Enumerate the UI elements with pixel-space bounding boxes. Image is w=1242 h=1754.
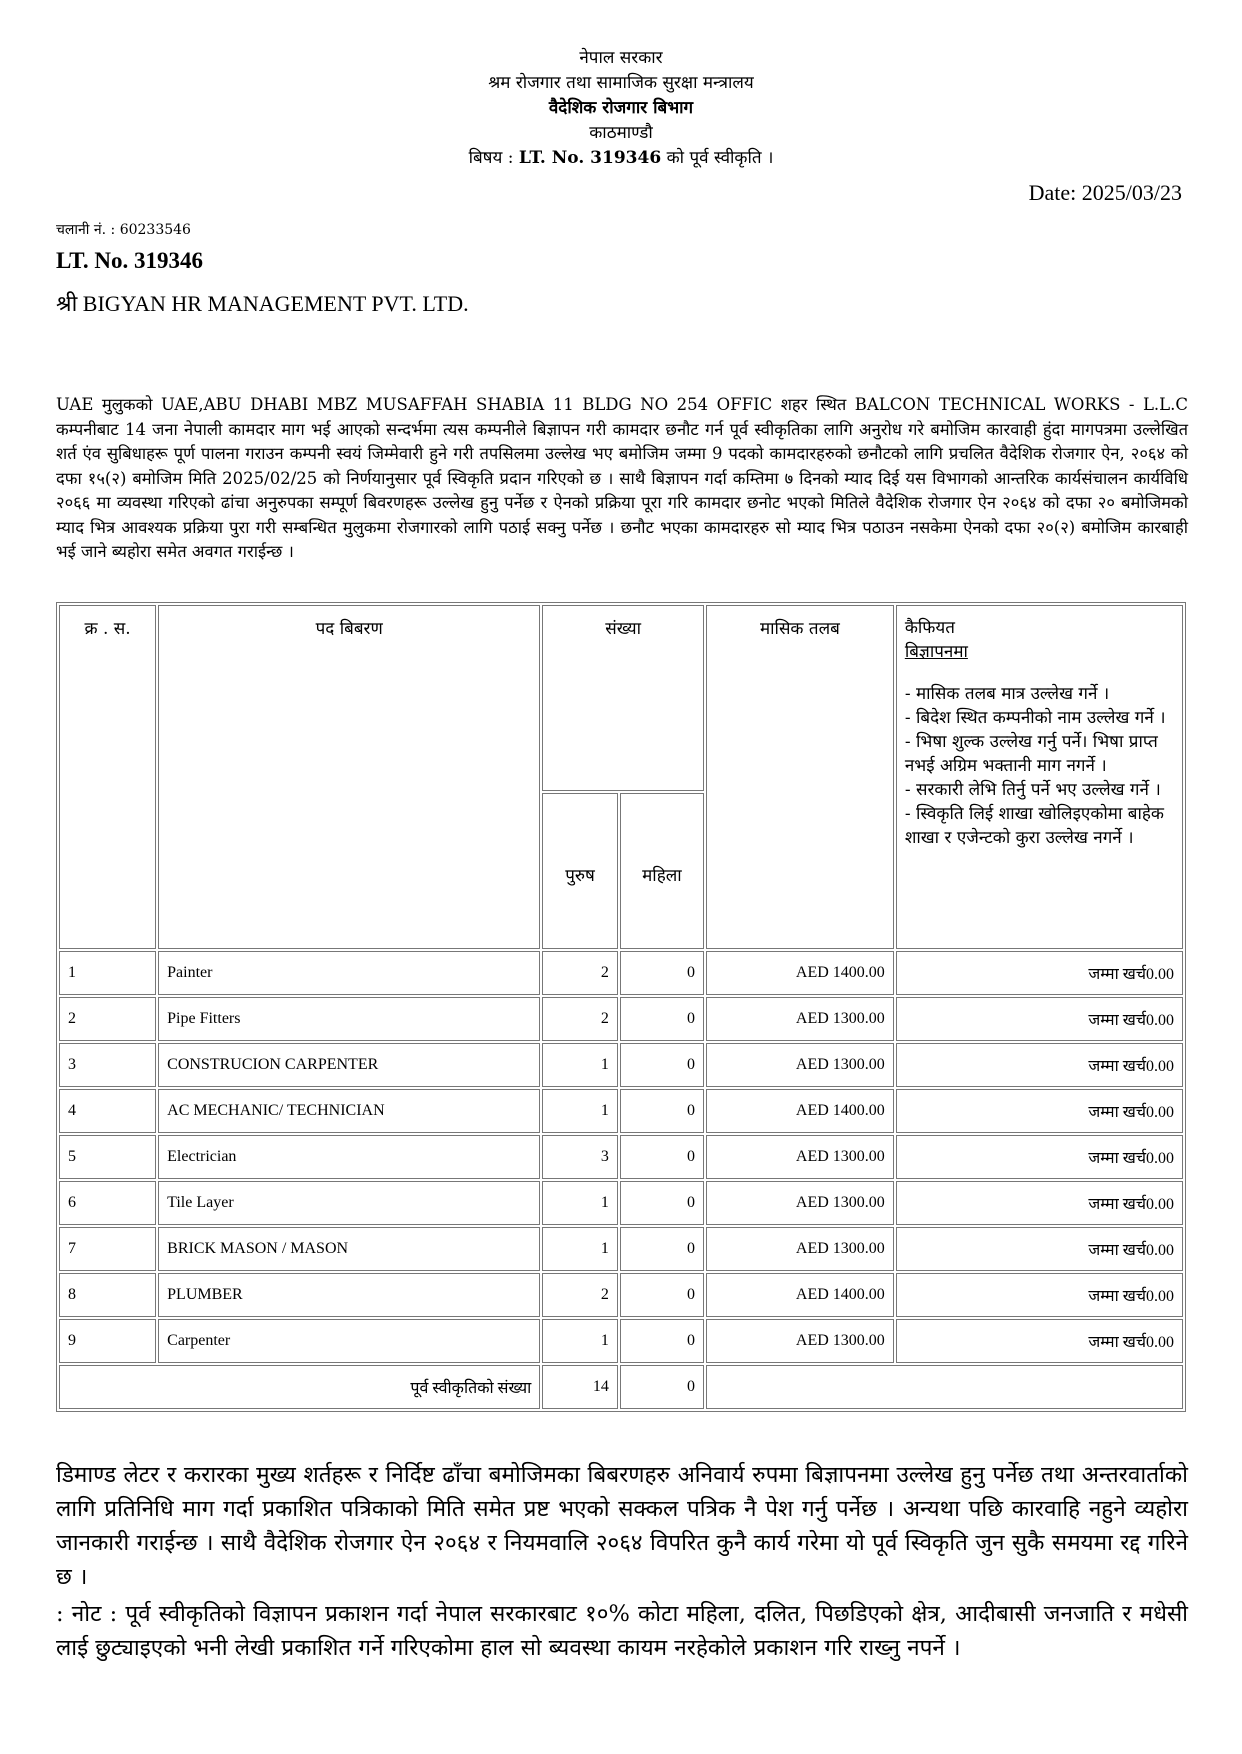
addressee: श्री BIGYAN HR MANAGEMENT PVT. LTD. bbox=[56, 291, 469, 316]
letter-date: Date: 2025/03/23 bbox=[1028, 180, 1182, 205]
col-salary-header: मासिक तलब bbox=[706, 605, 894, 949]
table-row bbox=[59, 1227, 1183, 1271]
cell-male: 1 bbox=[542, 1043, 618, 1087]
total-female: 0 bbox=[620, 1365, 704, 1409]
subject-lt-number: LT. No. 319346 bbox=[518, 148, 662, 168]
table-header-row bbox=[59, 605, 1183, 791]
govt-name: नेपाल सरकार bbox=[579, 48, 663, 68]
cell-sn: 9 bbox=[59, 1319, 156, 1363]
cell-expense bbox=[896, 997, 1183, 1041]
expense-label: जम्मा खर्च bbox=[1088, 1104, 1146, 1121]
cell-salary: AED 1400.00 bbox=[706, 951, 894, 995]
lt-number: LT. No. 319346 bbox=[56, 248, 203, 273]
approval-paragraph: UAE मुलुकको UAE,ABU DHABI MBZ MUSAFFAH SHABIA 11 BLDG NO 254 OFFIC शहर स्थित BALCON TECHNICAL WORKS - L.L.C कम्पनीबाट 14 जना नेपाली कामदार माग भई आएको सन्दर्भमा त्यस कम्पनीले बिज्ञापन गरी कामदार छनौट गर्न पूर्व स्वीकृतिका लागि अनुरोध गरे बमोजिम कारवाही हुंदा मागपत्रमा उल्लेखित शर्त एंव सुबिधाहरू पूर्ण पालना गराउन कम्पनी स्वयं जिम्मेवारी हुने गरी तपसिलमा उल्लेख भए बमोजिम जम्मा 9 पदको कामदारहरुको छनौटको लागि प्रचलित वैदेशिक रोजगार ऐन, २०६४ को दफा १५(२) बमोजिम मिति 2025/02/25 को निर्णयानुसार पूर्व स्विकृति प्रदान गरिएको छ । साथै बिज्ञापन गर्दा कम्तिमा ७ दिनको म्याद दिई यस विभागको आन्तरिक कार्यसंचालन कार्यविधि २०६६ मा व्यवस्था गरिएको ढांचा अनुरुपका सम्पूर्ण बिवरणहरू उल्लेख हुनु पर्नेछ र ऐनको प्रक्रिया पूरा गरि कामदार छनोट भएको मितिले वैदेशिक रोजगार ऐन २०६४ को दफा २० बमोजिमको म्याद भित्र आवश्यक प्रक्रिया पुरा गरी सम्बन्धित मुलुकमा रोजगारको लागि पठाई सक्नु पर्नेछ । छनौट भएका कामदारहरु सो म्याद भित्र पठाउन नसकेमा ऐनको दफा २०(२) बमोजिम कारबाही भई जाने ब्यहोरा समेत अवगत गराईन्छ । bbox=[56, 395, 1188, 561]
cell-expense bbox=[896, 1089, 1183, 1133]
cell-salary: AED 1400.00 bbox=[706, 1273, 894, 1317]
expense-label: जम्मा खर्च bbox=[1088, 1150, 1146, 1167]
col-female-header: महिला bbox=[620, 793, 704, 949]
cell-sn: 5 bbox=[59, 1135, 156, 1179]
cell-post: Tile Layer bbox=[158, 1181, 540, 1225]
cell-sn: 3 bbox=[59, 1043, 156, 1087]
cell-expense bbox=[896, 951, 1183, 995]
cell-sn: 4 bbox=[59, 1089, 156, 1133]
cell-male: 1 bbox=[542, 1227, 618, 1271]
cell-female: 0 bbox=[620, 1273, 704, 1317]
total-male: 14 bbox=[542, 1365, 618, 1409]
note-paragraph: : नोट : पूर्व स्वीकृतिको विज्ञापन प्रकाशन गर्दा नेपाल सरकारबाट १०% कोटा महिला, दलित, पिछडिएको क्षेत्र, आदीबासी जनजाति र मधेसी लाई छुट्याइएको भनी लेखी प्रकाशित गर्ने गरिएकोमा हाल सो ब्यवस्था कायम नरहेकोले प्रकाशन गरि राख्नु नपर्ने । bbox=[56, 1601, 1188, 1661]
cell-post: Pipe Fitters bbox=[158, 997, 540, 1041]
col-remarks-header bbox=[896, 605, 1183, 949]
table-row bbox=[59, 1043, 1183, 1087]
cell-post: CONSTRUCION CARPENTER bbox=[158, 1043, 540, 1087]
cell-female: 0 bbox=[620, 997, 704, 1041]
cell-salary: AED 1300.00 bbox=[706, 997, 894, 1041]
expense-label: जम्मा खर्च bbox=[1088, 1012, 1146, 1029]
table-row bbox=[59, 1319, 1183, 1363]
cell-post: PLUMBER bbox=[158, 1273, 540, 1317]
cell-post: AC MECHANIC/ TECHNICIAN bbox=[158, 1089, 540, 1133]
cell-salary: AED 1300.00 bbox=[706, 1135, 894, 1179]
posts-table bbox=[56, 602, 1186, 1412]
cell-expense bbox=[896, 1273, 1183, 1317]
expense-value: 0.00 bbox=[1146, 1196, 1174, 1213]
remarks-line: - भिषा शुल्क उल्लेख गर्नु पर्ने। भिषा प्राप्त नभई अग्रिम भक्तानी माग नगर्ने । bbox=[904, 732, 1158, 776]
table-row bbox=[59, 1181, 1183, 1225]
cell-sn: 6 bbox=[59, 1181, 156, 1225]
cell-salary: AED 1300.00 bbox=[706, 1227, 894, 1271]
remarks-line: - मासिक तलब मात्र उल्लेख गर्ने । bbox=[904, 684, 1110, 704]
expense-label: जम्मा खर्च bbox=[1088, 1058, 1146, 1075]
cell-male: 1 bbox=[542, 1319, 618, 1363]
subject-prefix: बिषय : bbox=[468, 148, 519, 168]
cell-expense bbox=[896, 1181, 1183, 1225]
subject-line bbox=[0, 146, 1242, 171]
cell-female: 0 bbox=[620, 1319, 704, 1363]
ministry-name: श्रम रोजगार तथा सामाजिक सुरक्षा मन्त्रालय bbox=[488, 73, 754, 93]
office-location: काठमाण्डौ bbox=[589, 123, 653, 143]
expense-value: 0.00 bbox=[1146, 1104, 1174, 1121]
cell-female: 0 bbox=[620, 951, 704, 995]
table-row bbox=[59, 997, 1183, 1041]
total-label: पूर्व स्वीकृतिको संख्या bbox=[59, 1365, 540, 1409]
table-row bbox=[59, 1089, 1183, 1133]
subject-suffix: को पूर्व स्वीकृति । bbox=[661, 148, 774, 168]
cell-expense bbox=[896, 1227, 1183, 1271]
remarks-title: कैफियत bbox=[904, 618, 955, 638]
cell-post: Painter bbox=[158, 951, 540, 995]
cell-sn: 7 bbox=[59, 1227, 156, 1271]
cell-female: 0 bbox=[620, 1227, 704, 1271]
cell-salary: AED 1300.00 bbox=[706, 1319, 894, 1363]
cell-female: 0 bbox=[620, 1181, 704, 1225]
total-empty-cell bbox=[706, 1365, 1183, 1409]
dispatch-number: चलानी नं. : 60233546 bbox=[56, 222, 191, 238]
cell-post: Carpenter bbox=[158, 1319, 540, 1363]
expense-label: जम्मा खर्च bbox=[1088, 1242, 1146, 1259]
cell-male: 1 bbox=[542, 1181, 618, 1225]
cell-sn: 1 bbox=[59, 951, 156, 995]
table-total-row bbox=[59, 1365, 1183, 1409]
cell-male: 2 bbox=[542, 1273, 618, 1317]
expense-label: जम्मा खर्च bbox=[1088, 1288, 1146, 1305]
cell-salary: AED 1300.00 bbox=[706, 1043, 894, 1087]
cell-female: 0 bbox=[620, 1089, 704, 1133]
remarks-line: - बिदेश स्थित कम्पनीको नाम उल्लेख गर्ने । bbox=[904, 708, 1166, 728]
expense-label: जम्मा खर्च bbox=[1088, 1196, 1146, 1213]
cell-male: 3 bbox=[542, 1135, 618, 1179]
expense-value: 0.00 bbox=[1146, 966, 1174, 983]
expense-value: 0.00 bbox=[1146, 1288, 1174, 1305]
col-sn-header: क्र . स. bbox=[59, 605, 156, 949]
department-name: वैदेशिक रोजगार बिभाग bbox=[548, 98, 694, 118]
cell-post: Electrician bbox=[158, 1135, 540, 1179]
letterhead bbox=[0, 46, 1242, 171]
cell-salary: AED 1300.00 bbox=[706, 1181, 894, 1225]
expense-label: जम्मा खर्च bbox=[1088, 1334, 1146, 1351]
table-row bbox=[59, 951, 1183, 995]
remarks-ad-heading: बिज्ञापनमा bbox=[904, 642, 968, 662]
cell-male: 1 bbox=[542, 1089, 618, 1133]
col-count-header: संख्या bbox=[542, 605, 704, 791]
cell-salary: AED 1400.00 bbox=[706, 1089, 894, 1133]
col-post-header: पद बिबरण bbox=[158, 605, 540, 949]
cell-expense bbox=[896, 1135, 1183, 1179]
cell-expense bbox=[896, 1319, 1183, 1363]
cell-male: 2 bbox=[542, 951, 618, 995]
cell-sn: 2 bbox=[59, 997, 156, 1041]
expense-value: 0.00 bbox=[1146, 1150, 1174, 1167]
cell-expense bbox=[896, 1043, 1183, 1087]
table-row bbox=[59, 1273, 1183, 1317]
cell-sn: 8 bbox=[59, 1273, 156, 1317]
col-male-header: पुरुष bbox=[542, 793, 618, 949]
cell-female: 0 bbox=[620, 1043, 704, 1087]
table-row bbox=[59, 1135, 1183, 1179]
expense-value: 0.00 bbox=[1146, 1334, 1174, 1351]
conditions-paragraph: डिमाण्ड लेटर र करारका मुख्य शर्तहरू र निर्दिष्ट ढाँचा बमोजिमका बिबरणहरु अनिवार्य रुपमा बिज्ञापनमा उल्लेख हुनु पर्नेछ तथा अन्तरवार्ताको लागि प्रतिनिधि माग गर्दा प्रकाशित पत्रिकाको मिति समेत प्रष्ट भएको सक्कल पत्रिक नै पेश गर्नु पर्नेछ । अन्यथा पछि कारवाहि नहुने व्यहोरा जानकारी गराईन्छ । साथै वैदेशिक रोजगार ऐन २०६४ र नियमवालि २०६४ विपरित कुनै कार्य गरेमा यो पूर्व स्विकृति जुन सुकै समयमा रद्द गरिने छ । bbox=[56, 1462, 1188, 1590]
expense-value: 0.00 bbox=[1146, 1058, 1174, 1075]
expense-value: 0.00 bbox=[1146, 1242, 1174, 1259]
remarks-line: - सरकारी लेभि तिर्नु पर्ने भए उल्लेख गर्ने । bbox=[904, 780, 1161, 800]
cell-post: BRICK MASON / MASON bbox=[158, 1227, 540, 1271]
cell-male: 2 bbox=[542, 997, 618, 1041]
expense-value: 0.00 bbox=[1146, 1012, 1174, 1029]
cell-female: 0 bbox=[620, 1135, 704, 1179]
remarks-line: - स्विकृति लिई शाखा खोलिइएकोमा बाहेक शाखा र एजेन्टको कुरा उल्लेख नगर्ने । bbox=[904, 804, 1164, 848]
expense-label: जम्मा खर्च bbox=[1088, 966, 1146, 983]
